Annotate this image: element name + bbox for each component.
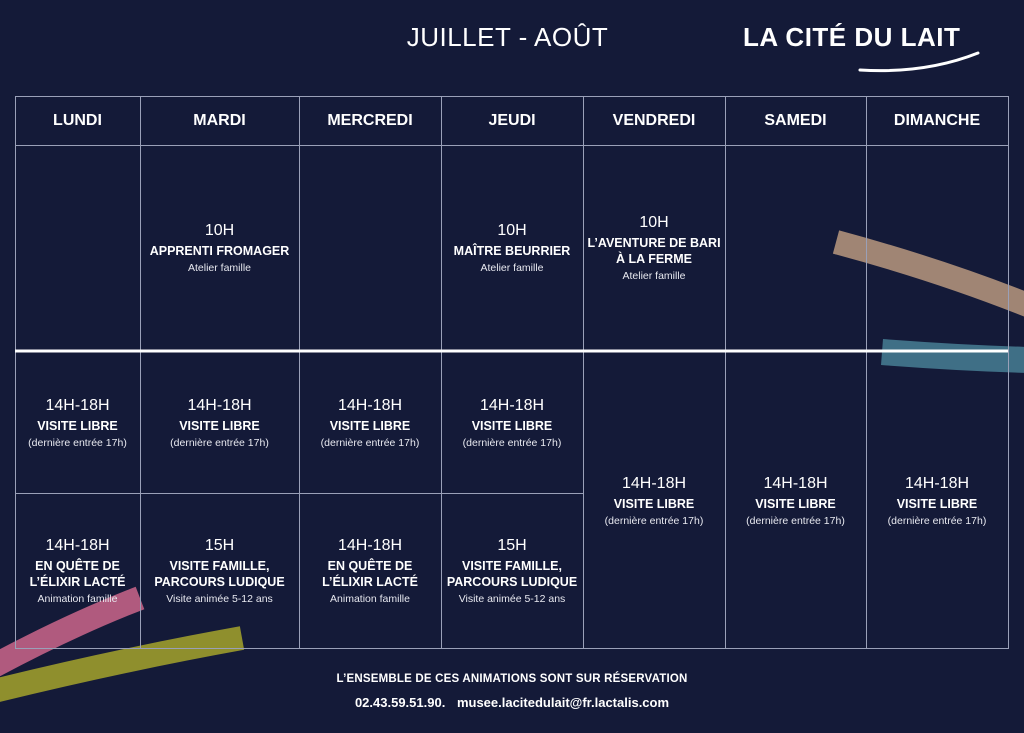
activity-title-line2: L’ÉLIXIR LACTÉ [322,575,418,589]
activity-title: VISITE FAMILLE, [169,559,270,573]
activity-title: EN QUÊTE DE [35,559,120,573]
activity-title: APPRENTI FROMAGER [149,244,290,258]
activity-subtitle: (dernière entrée 17h) [746,514,845,527]
time-label: 14H-18H [904,474,970,492]
phone-number[interactable]: 02.43.59.51.90. [354,695,446,710]
morning-jeudi [441,146,583,350]
time-label: 14H-18H [621,474,687,492]
activity-subtitle: (dernière entrée 17h) [462,437,562,449]
time-label: 10H [497,222,527,239]
activity-title: EN QUÊTE DE [327,559,413,573]
activity-title: VISITE FAMILLE, [461,559,562,573]
reservation-note: L’ENSEMBLE DE CES ANIMATIONS SONT SUR RÉSERVATION [336,673,688,685]
time-label: 10H [204,222,235,239]
afternoon-jeudi-b [441,494,583,648]
activity-subtitle: (dernière entrée 17h) [170,437,269,449]
day-label: SAMEDI [764,112,827,129]
time-label: 14H-18H [337,537,403,554]
time-label: 14H-18H [479,397,545,414]
header-lundi [15,97,140,145]
header-samedi [725,97,866,145]
activity-subtitle: (dernière entrée 17h) [320,437,420,449]
activity-subtitle: Atelier famille [480,262,544,274]
contact-line [0,695,1024,710]
header-jeudi [441,97,583,145]
activity-title: VISITE LIBRE [179,419,260,433]
morning-mardi [140,146,299,350]
time-label: 14H-18H [187,397,252,414]
day-label: VENDREDI [612,112,696,129]
activity-title: VISITE LIBRE [329,419,411,433]
afternoon-dimanche [866,353,1008,648]
activity-title-line2: L’ÉLIXIR LACTÉ [29,575,126,589]
day-label: MARDI [193,112,246,129]
afternoon-mercredi-a [299,353,441,493]
activity-title: VISITE LIBRE [896,496,978,511]
period-title: JUILLET - AOÛT [406,22,609,52]
activity-subtitle: (dernière entrée 17h) [604,514,704,527]
activity-title: VISITE LIBRE [471,419,553,433]
time-label: 14H-18H [337,397,403,414]
afternoon-mardi-a [140,353,299,493]
header-vendredi [583,97,725,145]
activity-title: VISITE LIBRE [613,496,695,511]
afternoon-samedi [725,353,866,648]
afternoon-lundi-a [15,353,140,493]
header-mardi [140,97,299,145]
activity-subtitle: (dernière entrée 17h) [887,514,987,527]
afternoon-jeudi-a [441,353,583,493]
activity-subtitle: Animation famille [37,593,118,605]
day-label: JEUDI [488,112,536,129]
time-label: 15H [204,537,235,554]
morning-vendredi [583,146,725,350]
time-label: 10H [639,214,669,231]
activity-title-line2: PARCOURS LUDIQUE [446,575,578,589]
activity-title-line2: À LA FERME [616,252,692,266]
email-link[interactable]: musee.lacitedulait@fr.lactalis.com [456,695,670,710]
activity-subtitle: Animation famille [330,593,410,605]
time-label: 14H-18H [45,537,110,554]
header-dimanche [866,97,1008,145]
time-label: 15H [497,537,527,554]
day-label: DIMANCHE [893,112,981,129]
day-label: LUNDI [53,112,102,129]
activity-subtitle: Visite animée 5-12 ans [166,593,273,605]
activity-title: L’AVENTURE DE BARI [587,236,721,250]
activity-title: VISITE LIBRE [755,496,836,511]
time-label: 14H-18H [45,397,110,414]
activity-title: MAÎTRE BEURRIER [453,244,571,258]
header-mercredi [299,97,441,145]
activity-title: VISITE LIBRE [37,419,118,433]
afternoon-mercredi-b [299,494,441,648]
time-label: 14H-18H [763,474,828,492]
activity-subtitle: Visite animée 5-12 ans [458,593,566,605]
logo-text: LA CITÉ DU LAIT [743,22,961,52]
activity-subtitle: (dernière entrée 17h) [28,437,127,449]
day-label: MERCREDI [327,112,413,129]
activity-subtitle: Atelier famille [622,270,686,282]
activity-title-line2: PARCOURS LUDIQUE [154,575,285,589]
activity-subtitle: Atelier famille [187,262,252,274]
afternoon-mardi-b [140,494,299,648]
afternoon-lundi-b [15,494,140,648]
afternoon-vendredi [583,353,725,648]
